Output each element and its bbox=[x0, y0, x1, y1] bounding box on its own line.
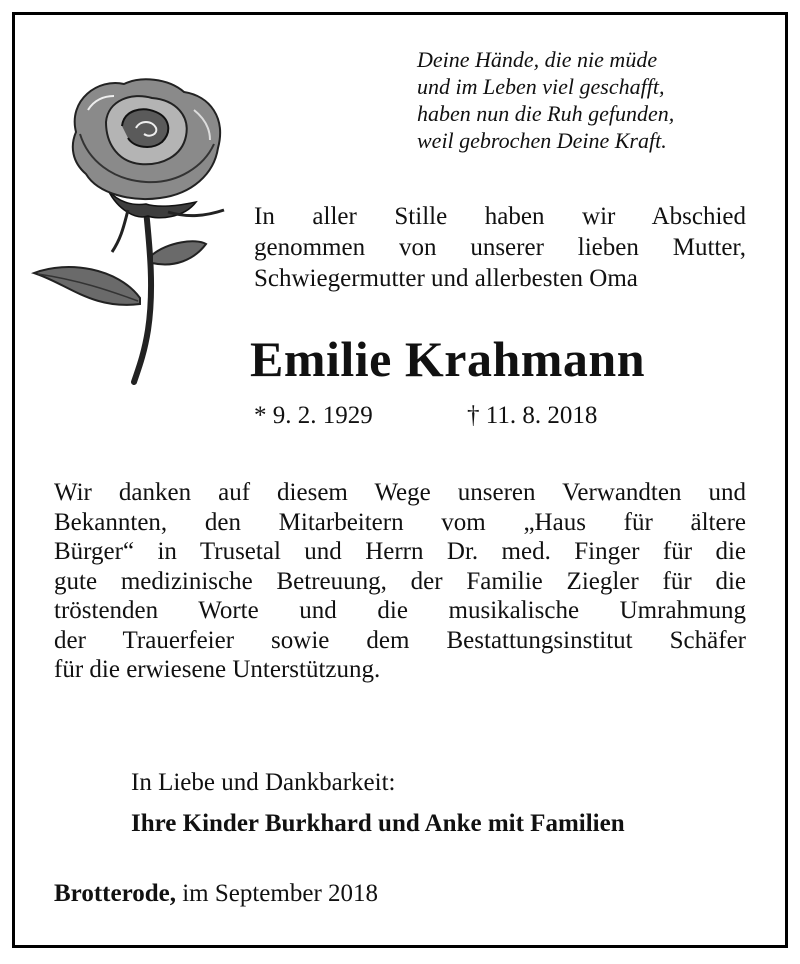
intro-line: genommen von unserer lieben Mutter, bbox=[254, 234, 746, 261]
deceased-name: Emilie Krahmann bbox=[250, 331, 646, 387]
intro-text bbox=[254, 201, 746, 294]
thanks-line: Wir danken auf diesem Wege unseren Verwandten und bbox=[54, 479, 746, 506]
poem-line: und im Leben viel geschafft, bbox=[417, 74, 665, 99]
thanks-line: der Trauerfeier sowie dem Bestattungsinstitut Schäfer bbox=[54, 626, 746, 654]
intro-line: Schwiegermutter und allerbesten Oma bbox=[254, 265, 638, 292]
closing-love: In Liebe und Dankbarkeit: bbox=[131, 769, 396, 796]
thanks-line: gute medizinische Betreuung, der Familie Ziegler für die bbox=[54, 567, 746, 595]
thanks-line: Bürger“ in Trusetal und Herrn Dr. med. Finger für die bbox=[54, 538, 746, 565]
intro-line: In aller Stille haben wir Abschied bbox=[254, 203, 746, 230]
thanks-line: Bekannten, den Mitarbeitern vom „Haus für ältere bbox=[54, 508, 746, 536]
poem-line: weil gebrochen Deine Kraft. bbox=[417, 128, 667, 153]
poem bbox=[417, 46, 777, 154]
rose-icon bbox=[28, 70, 238, 385]
thanks-line: tröstenden Worte und die musikalische Umrahmung bbox=[54, 597, 746, 624]
thanks-paragraph bbox=[54, 478, 746, 685]
thanks-line: für die erwiesene Unterstützung. bbox=[54, 656, 381, 683]
birth-date: * 9. 2. 1929 bbox=[254, 402, 373, 429]
signers: Ihre Kinder Burkhard und Anke mit Familien bbox=[131, 810, 625, 837]
place-and-date bbox=[54, 880, 378, 908]
poem-line: haben nun die Ruh gefunden, bbox=[417, 101, 675, 126]
poem-line: Deine Hände, die nie müde bbox=[417, 47, 658, 72]
death-date: † 11. 8. 2018 bbox=[467, 402, 598, 429]
date: im September 2018 bbox=[182, 880, 379, 907]
place: Brotterode, bbox=[54, 880, 176, 907]
